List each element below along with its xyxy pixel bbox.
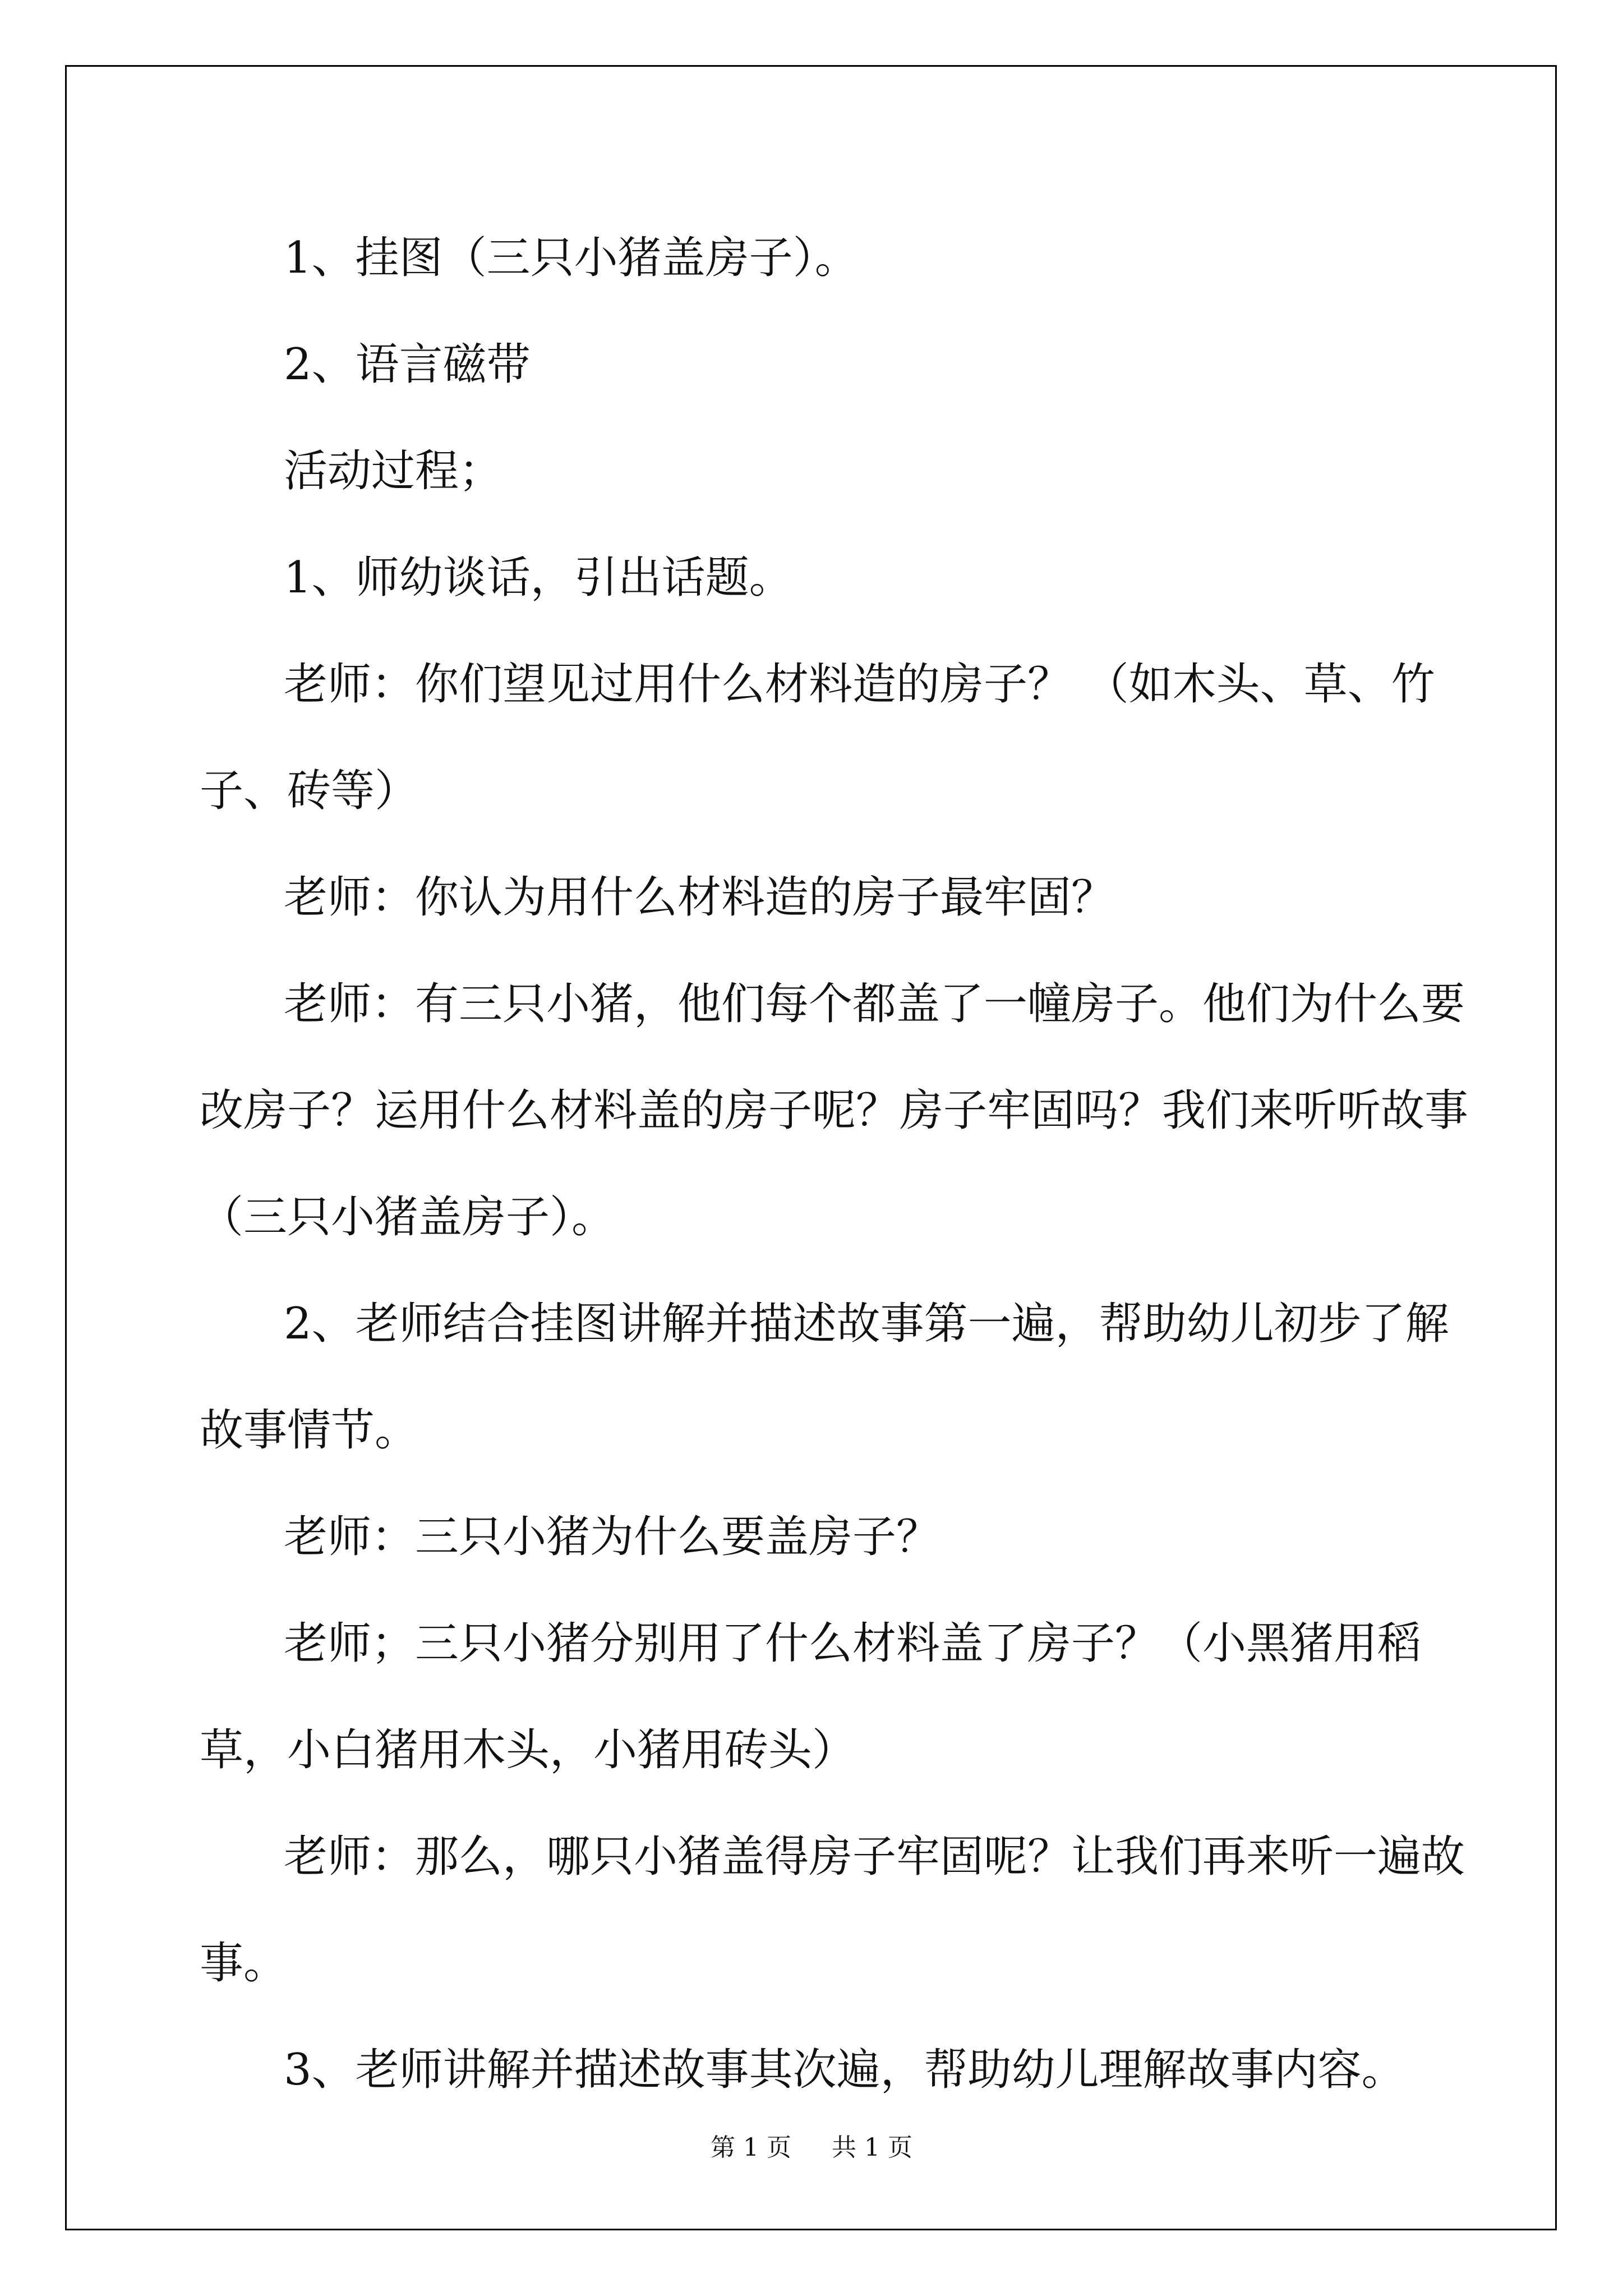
document-body	[200, 205, 1484, 2123]
paragraph: 1、师幼谈话，引出话题。	[284, 553, 793, 603]
paragraph: 活动过程；	[284, 446, 503, 496]
paragraph: 老师：有三只小猪，他们每个都盖了一幢房子。他们为什么要改房子？运用什么材料盖的房子呢？房子牢固吗？我们来听听故事（三只小猪盖房子）。	[200, 979, 1469, 1243]
paragraph: 2、语言磁带	[284, 339, 531, 390]
paragraph: 3、老师讲解并描述故事其次遍，帮助幼儿理解故事内容。	[284, 2045, 1405, 2095]
paragraph: 老师：那么，哪只小猪盖得房子牢固呢？让我们再来听一遍故事。	[200, 1832, 1465, 1989]
page-footer	[0, 2127, 1623, 2163]
paragraph: 老师：三只小猪为什么要盖房子？	[284, 1512, 940, 1562]
paragraph: 老师；三只小猪分别用了什么材料盖了房子？（小黑猪用稻草，小白猪用木头，小猪用砖头）	[200, 1618, 1422, 1775]
page-number: 第 1 页	[711, 2133, 791, 2162]
paragraph: 1、挂图（三只小猪盖房子）。	[284, 233, 859, 283]
paragraph: 老师：你认为用什么材料造的房子最牢固？	[284, 872, 1115, 923]
page-total: 共 1 页	[832, 2133, 912, 2162]
paragraph: 老师：你们望见过用什么材料造的房子？ （如木头、草、竹子、砖等）	[200, 659, 1435, 816]
paragraph: 2、老师结合挂图讲解并描述故事第一遍，帮助幼儿初步了解故事情节。	[200, 1299, 1449, 1456]
